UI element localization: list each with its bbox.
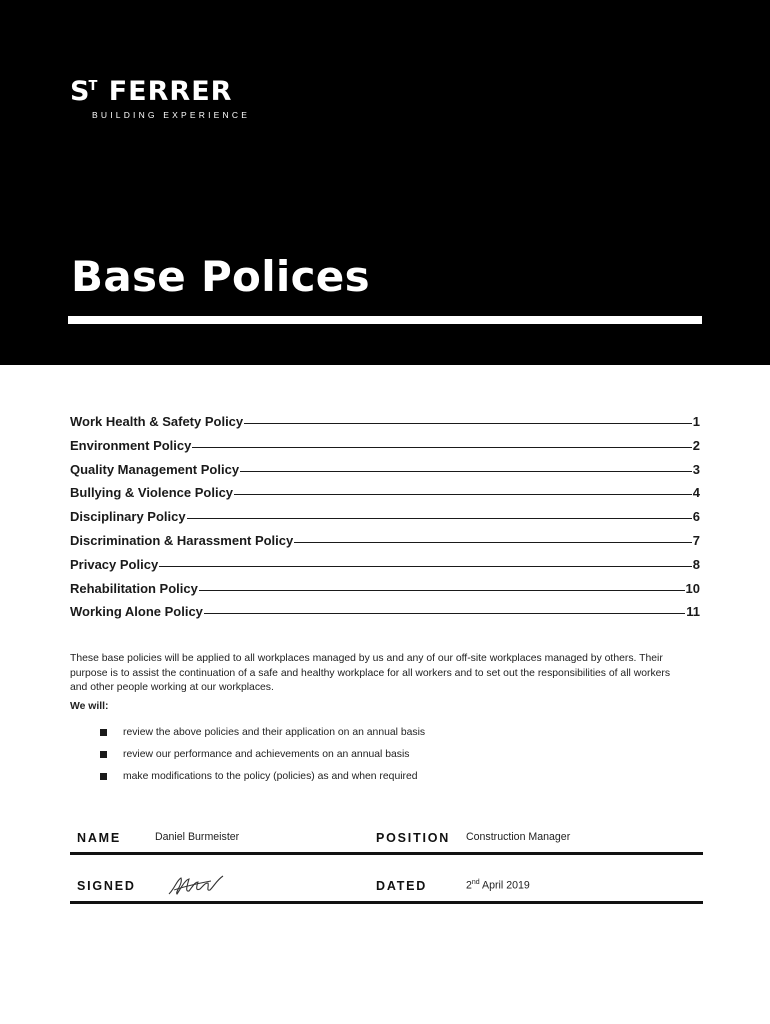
position-value: Construction Manager <box>466 831 571 843</box>
toc-page-number: 6 <box>692 509 700 525</box>
toc-title: Environment Policy <box>70 437 192 453</box>
intro-paragraph: These base policies will be applied to all workplaces managed by us and any of our off-site workplaces managed by others. Their purpose is to assist the continuation of a safe and healthy workplace for all workers and to set out the responsibilities of all workers and other people working at our workplaces. <box>70 653 671 693</box>
toc-row[interactable] <box>70 533 700 557</box>
table-of-contents <box>70 414 700 628</box>
title-underline <box>68 316 702 324</box>
cover-header <box>0 0 770 365</box>
commitment-list <box>100 722 425 787</box>
toc-leader <box>204 613 685 614</box>
toc-page-number: 4 <box>692 485 700 501</box>
toc-leader <box>244 423 692 424</box>
toc-page-number: 3 <box>692 461 700 477</box>
list-item: review our performance and achievements on an annual basis <box>100 744 425 766</box>
toc-leader <box>240 471 692 472</box>
logo-tagline: BUILDING EXPERIENCE <box>92 110 251 120</box>
signoff-rule-top <box>70 852 703 855</box>
signature-image <box>165 870 227 900</box>
toc-row[interactable] <box>70 462 700 486</box>
name-value: Daniel Burmeister <box>155 831 240 843</box>
toc-title: Privacy Policy <box>70 556 159 572</box>
name-label: NAME <box>77 831 122 845</box>
bullet-square-icon <box>100 773 107 780</box>
toc-title: Work Health & Safety Policy <box>70 414 244 429</box>
toc-title: Bullying & Violence Policy <box>70 485 234 501</box>
list-item: review the above policies and their application on an annual basis <box>100 722 425 744</box>
page-title: Base Polices <box>71 252 370 301</box>
toc-title: Discrimination & Harassment Policy <box>70 532 294 548</box>
toc-leader <box>159 566 692 567</box>
dated-value: 2nd April 2019 <box>466 879 530 892</box>
toc-leader <box>294 542 692 543</box>
toc-row[interactable] <box>70 509 700 533</box>
bullet-square-icon <box>100 729 107 736</box>
toc-row[interactable] <box>70 604 700 628</box>
toc-page-number: 10 <box>685 580 700 596</box>
position-label: POSITION <box>376 831 451 845</box>
toc-page-number: 1 <box>692 414 700 429</box>
toc-row[interactable] <box>70 438 700 462</box>
signed-label: SIGNED <box>77 879 136 893</box>
toc-page-number: 11 <box>686 604 700 620</box>
toc-title: Disciplinary Policy <box>70 509 186 525</box>
we-will-heading: We will: <box>70 701 109 712</box>
logo-wordmark: $S^T$ FERRER <box>70 76 233 107</box>
toc-leader <box>192 447 691 448</box>
list-item: make modifications to the policy (policies) as and when required <box>100 765 425 787</box>
toc-title: Rehabilitation Policy <box>70 580 198 596</box>
bullet-square-icon <box>100 751 107 758</box>
toc-page-number: 7 <box>692 532 700 548</box>
toc-row[interactable] <box>70 557 700 581</box>
toc-leader <box>187 518 692 519</box>
signoff-rule-bottom <box>70 901 703 904</box>
toc-row[interactable] <box>70 581 700 605</box>
toc-title: Working Alone Policy <box>70 604 203 620</box>
toc-leader <box>234 494 692 495</box>
dated-label: DATED <box>376 879 428 893</box>
toc-row[interactable] <box>70 414 700 438</box>
company-logo <box>70 72 250 120</box>
toc-page-number: 8 <box>692 556 700 572</box>
toc-leader <box>199 590 685 591</box>
toc-page-number: 2 <box>692 437 700 453</box>
toc-row[interactable] <box>70 485 700 509</box>
toc-title: Quality Management Policy <box>70 461 240 477</box>
